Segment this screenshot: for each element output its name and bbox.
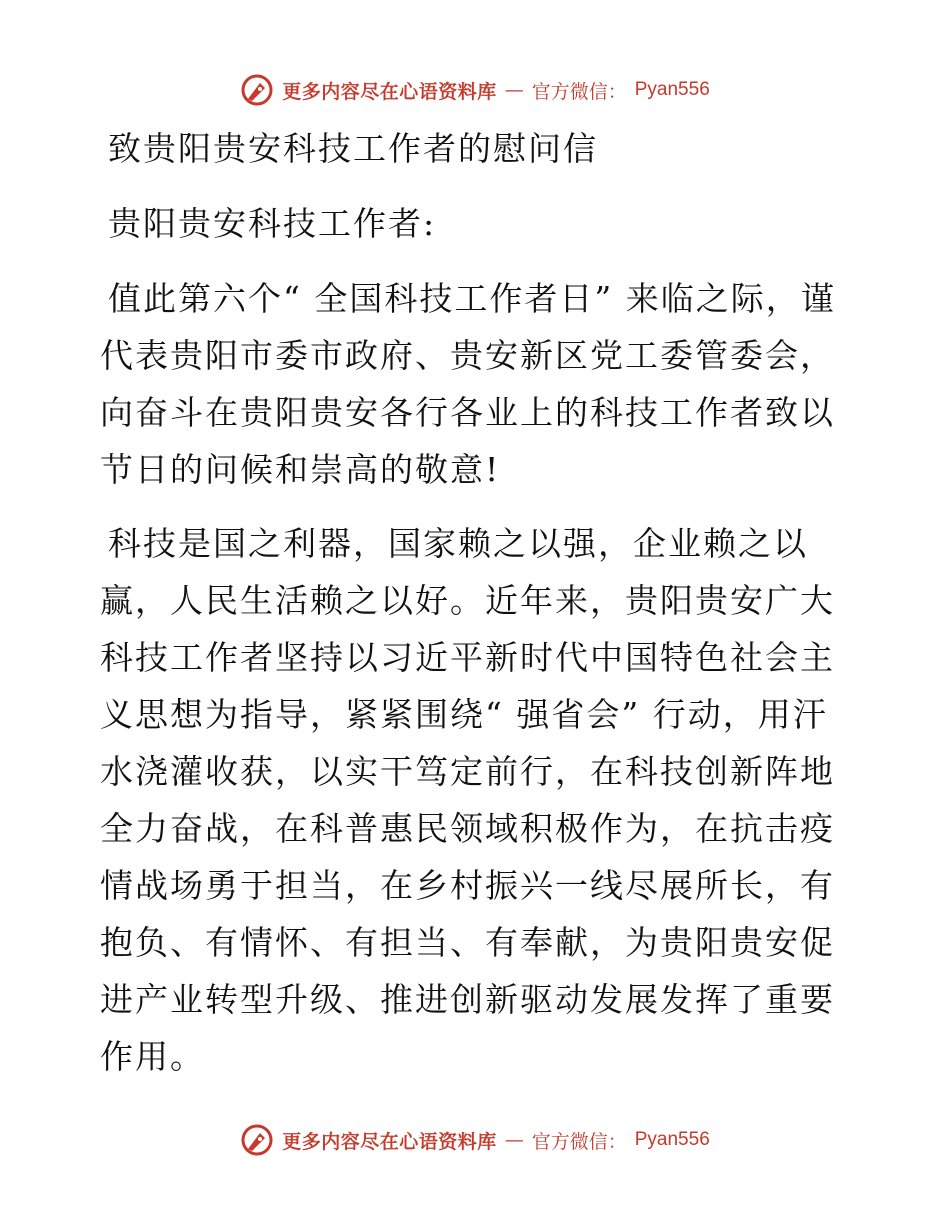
letter-title: 致贵阳贵安科技工作者的慰问信 <box>108 129 598 168</box>
letter-paragraph-2: 科技是国之利器，国家赖之以强，企业赖之以赢，人民生活赖之以好。近年来，贵阳贵安广大科技工作者坚持以习近平新时代中国特色社会主义思想为指导，紧紧围绕“ 强省会” 行动，用汗水浇灌收获，以实干笃定前行，在科技创新阵地全力奋战，在科普惠民领域积极作为，在抗击疫情战场勇于担当，在乡村振兴一线尽展所长，有抱负、有情怀、有担当、有奉献，为贵阳贵安促进产业转型升级、推进创新驱动发展发挥了重要作用。 <box>100 524 835 1076</box>
watermark-brand: 更多内容尽在心语资料库 <box>282 1130 497 1153</box>
pen-nib-icon <box>240 1123 274 1157</box>
letter-paragraph-1: 值此第六个“ 全国科技工作者日” 来临之际，谨代表贵阳市委市政府、贵安新区党工委管委会，向奋斗在贵阳贵安各行各业上的科技工作者致以节日的问候和崇高的敬意! <box>100 279 836 489</box>
pen-nib-icon <box>240 73 274 107</box>
watermark-brand: 更多内容尽在心语资料库 <box>282 80 497 103</box>
footer-watermark <box>0 1120 950 1160</box>
letter-salutation: 贵阳贵安科技工作者: <box>108 204 437 243</box>
watermark-wechat-label: 官方微信： <box>531 80 627 103</box>
watermark-dash: — <box>504 79 524 101</box>
watermark-wechat-label: 官方微信： <box>531 1130 627 1153</box>
watermark-wechat-id: Pyan556 <box>634 79 710 100</box>
header-watermark <box>0 70 950 110</box>
watermark-wechat-id: Pyan556 <box>634 1129 710 1150</box>
watermark-dash: — <box>504 1129 524 1151</box>
